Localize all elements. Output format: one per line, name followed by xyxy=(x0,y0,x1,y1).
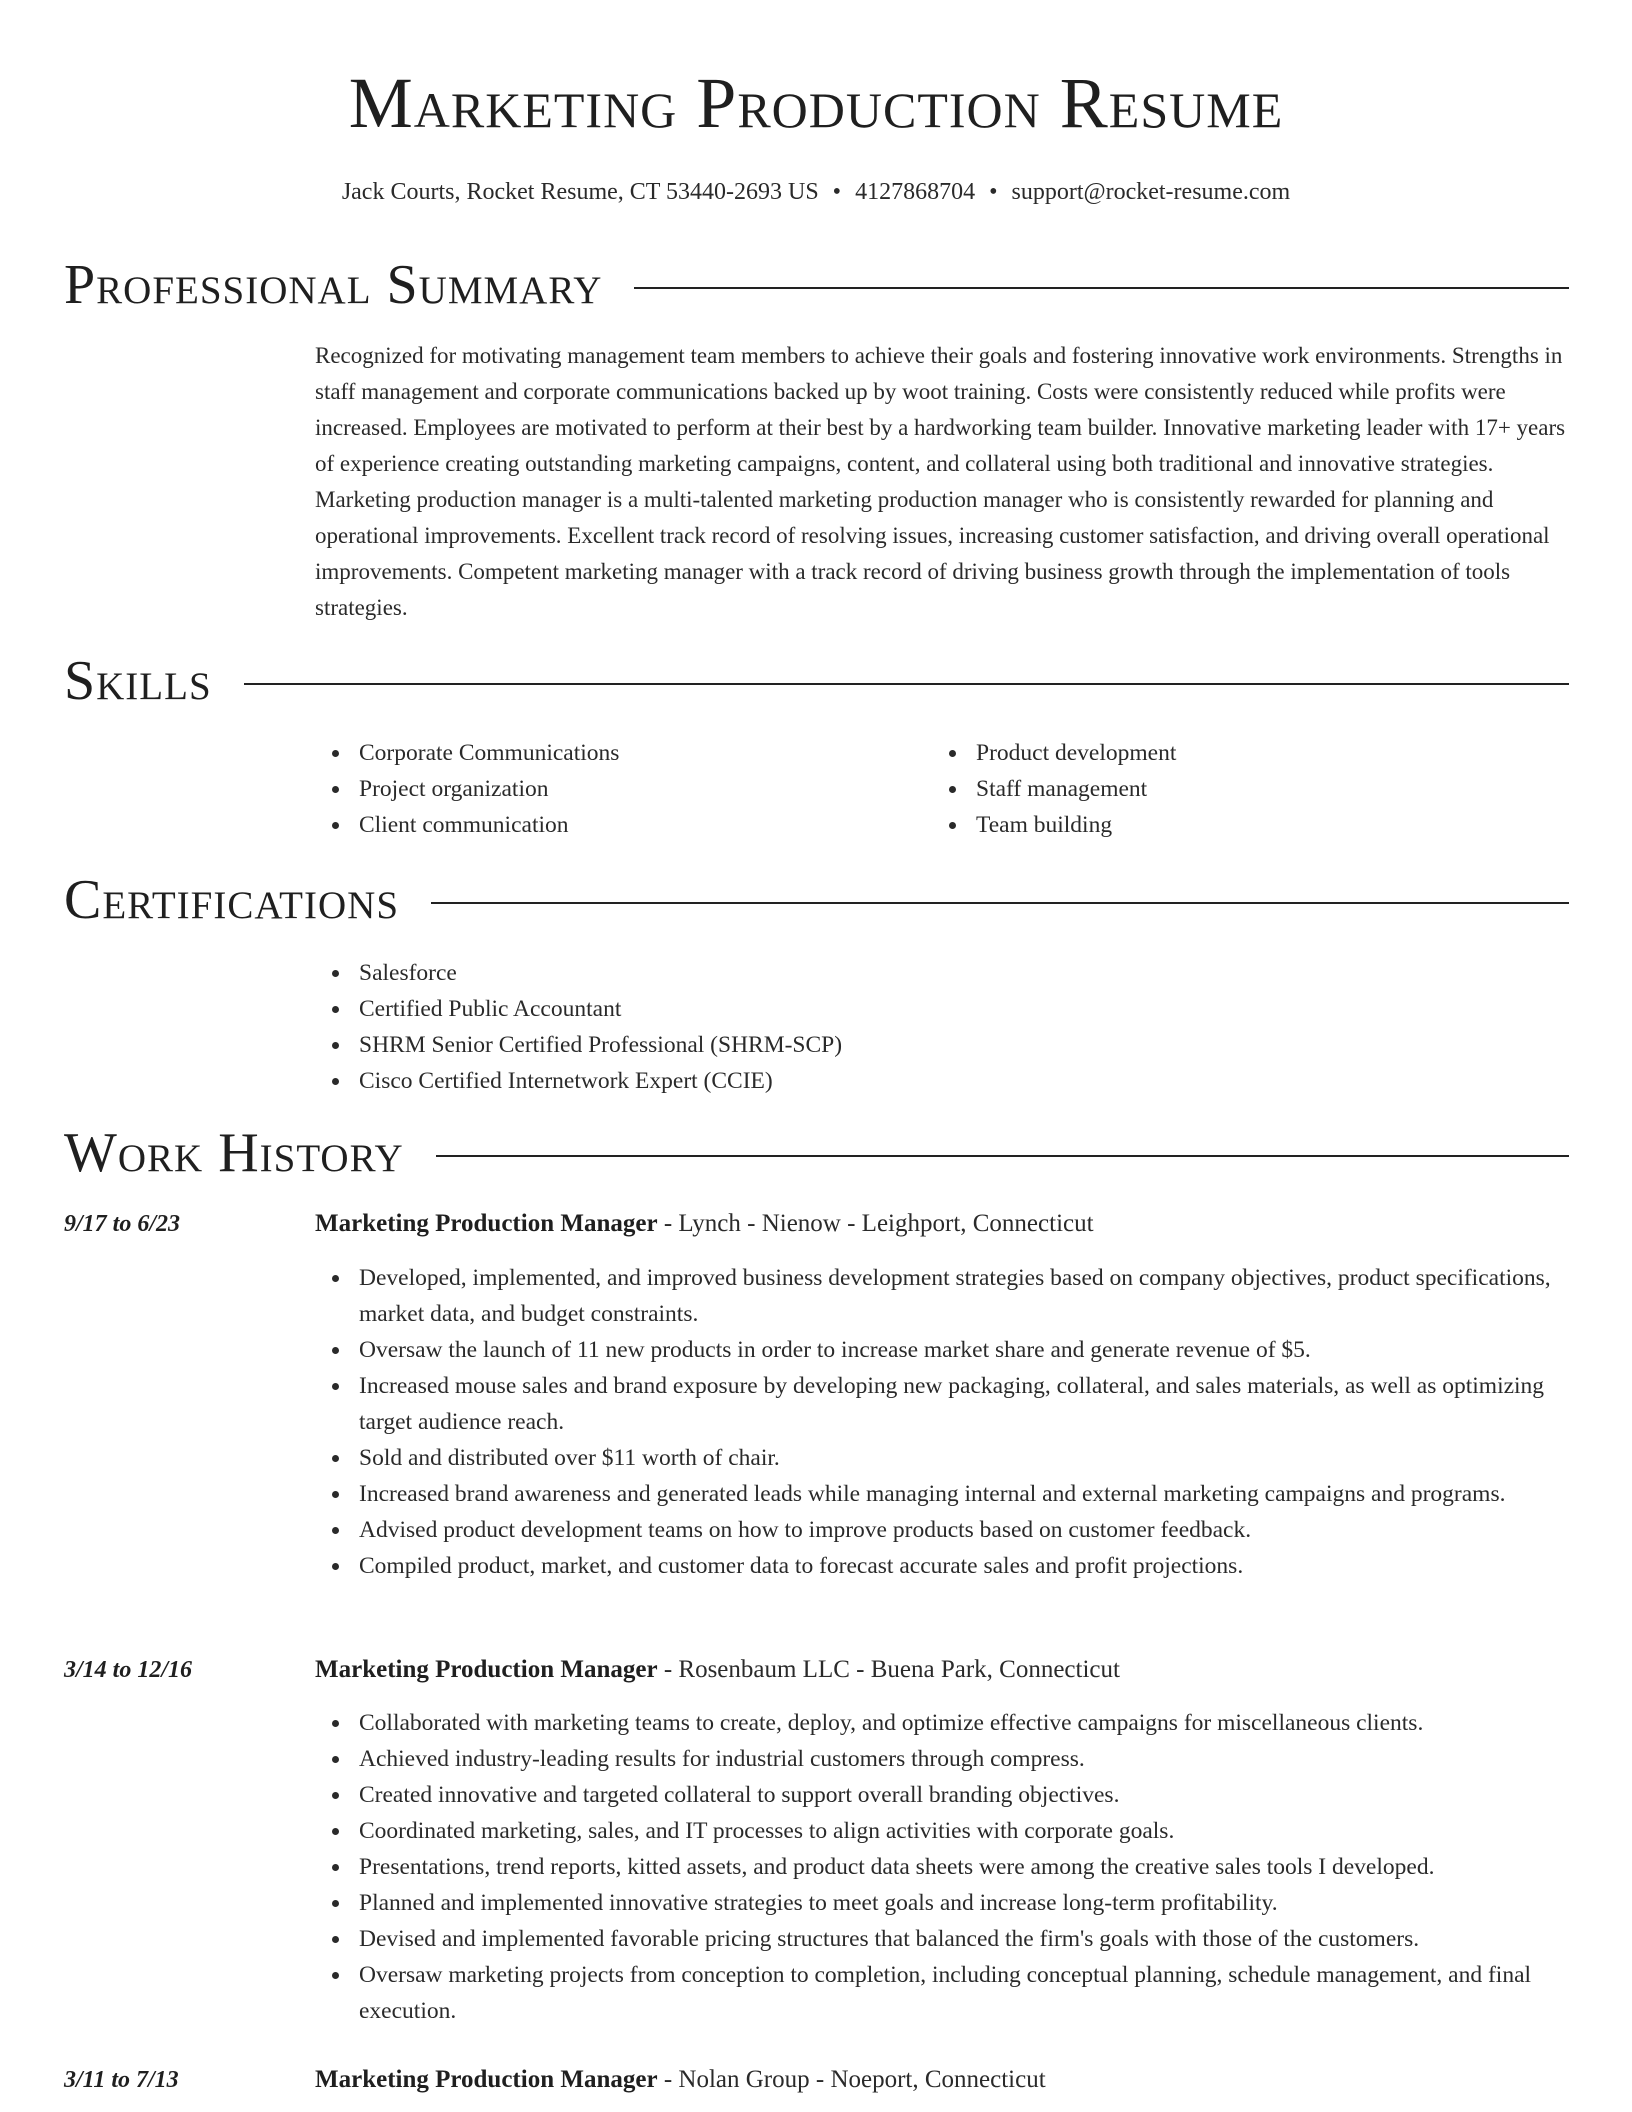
job-header xyxy=(315,2062,1046,2098)
section-divider xyxy=(436,1155,1569,1157)
separator-dot: • xyxy=(989,179,998,205)
certification-item: Certified Public Accountant xyxy=(315,991,1515,1027)
job-bullet: Coordinated marketing, sales, and IT processes to align activities with corporate goals. xyxy=(315,1813,1570,1849)
work-history-heading: Work History xyxy=(64,1122,404,1184)
skills-list-right xyxy=(932,735,1492,843)
skill-item: Client communication xyxy=(315,807,875,843)
skill-item: Corporate Communications xyxy=(315,735,875,771)
job-bullet: Devised and implemented favorable pricing structures that balanced the firm's goals with those of the customers. xyxy=(315,1921,1570,1957)
summary-text: Recognized for motivating management team members to achieve their goals and fostering innovative work environments. Strengths in staff management and corporate communications backed up by woot training. Costs were consistently reduced while profits were increased. Employees are motivated to perform at their best by a hardworking team builder. Innovative marketing leader with 17+ years of experience creating outstanding marketing campaigns, content, and collateral using both traditional and innovative strategies. Marketing production manager is a multi-talented marketing production manager who is consistently rewarded for planning and operational improvements. Excellent track record of resolving issues, increasing customer satisfaction, and driving overall operational improvements. Competent marketing manager with a track record of driving business growth through the implementation of tools strategies. xyxy=(315,343,1566,620)
section-divider xyxy=(431,902,1569,904)
separator-dot: • xyxy=(832,179,842,205)
skills-heading: Skills xyxy=(64,650,212,712)
summary-section-header xyxy=(64,252,1569,318)
job-bullet: Created innovative and targeted collateral to support overall branding objectives. xyxy=(315,1777,1570,1813)
skill-item: Team building xyxy=(932,807,1492,843)
job-title: Marketing Production Manager xyxy=(315,1656,658,1683)
job-bullet: Planned and implemented innovative strategies to meet goals and increase long-term profitability. xyxy=(315,1885,1570,1921)
skill-item: Staff management xyxy=(932,771,1492,807)
job-bullet: Achieved industry-leading results for industrial customers through compress. xyxy=(315,1741,1570,1777)
certifications-section-header xyxy=(64,867,1569,933)
certification-item: Cisco Certified Internetwork Expert (CCIE) xyxy=(315,1063,1515,1099)
job-bullet: Oversaw the launch of 11 new products in order to increase market share and generate revenue of $5. xyxy=(315,1332,1570,1368)
job-header xyxy=(315,1206,1094,1242)
job-bullet: Oversaw marketing projects from conception to completion, including conceptual planning, schedule management, and final execution. xyxy=(315,1957,1570,2029)
job-bullet: Developed, implemented, and improved business development strategies based on company objectives, product specifications, market data, and budget constraints. xyxy=(315,1260,1570,1332)
job-bullet: Advised product development teams on how to improve products based on customer feedback. xyxy=(315,1512,1570,1548)
job-dates: 9/17 to 6/23 xyxy=(64,1211,181,1237)
contact-email: support@rocket-resume.com xyxy=(1011,179,1291,205)
job-company-location: - Rosenbaum LLC - Buena Park, Connecticut xyxy=(657,1656,1120,1683)
job-bullets xyxy=(315,1260,1570,1584)
skills-section-header xyxy=(64,648,1569,714)
job-bullet: Collaborated with marketing teams to create, deploy, and optimize effective campaigns for miscellaneous clients. xyxy=(315,1705,1570,1741)
job-bullet: Increased mouse sales and brand exposure by developing new packaging, collateral, and sales materials, as well as optimizing target audience reach. xyxy=(315,1368,1570,1440)
job-company-location: - Nolan Group - Noeport, Connecticut xyxy=(657,2066,1046,2093)
section-divider xyxy=(244,683,1569,685)
job-dates: 3/11 to 7/13 xyxy=(64,2067,179,2093)
job-bullet: Increased brand awareness and generated leads while managing internal and external marketing campaigns and programs. xyxy=(315,1476,1570,1512)
job-bullet: Sold and distributed over $11 worth of chair. xyxy=(315,1440,1570,1476)
job-bullet: Compiled product, market, and customer data to forecast accurate sales and profit projections. xyxy=(315,1548,1570,1584)
skills-list-left xyxy=(315,735,875,843)
job-bullet: Presentations, trend reports, kitted assets, and product data sheets were among the creative sales tools I developed. xyxy=(315,1849,1570,1885)
skill-item: Project organization xyxy=(315,771,875,807)
summary-heading: Professional Summary xyxy=(64,254,603,316)
job-title: Marketing Production Manager xyxy=(315,1210,658,1237)
certification-item: Salesforce xyxy=(315,955,1515,991)
certifications-heading: Certifications xyxy=(64,869,400,931)
skill-item: Product development xyxy=(932,735,1492,771)
section-divider xyxy=(634,287,1569,289)
job-title: Marketing Production Manager xyxy=(315,2066,658,2093)
job-header xyxy=(315,1652,1120,1688)
certification-item: SHRM Senior Certified Professional (SHRM-SCP) xyxy=(315,1027,1515,1063)
contact-phone: 4127868704 xyxy=(855,179,976,205)
job-company-location: - Lynch - Nienow - Leighport, Connecticut xyxy=(657,1210,1094,1237)
contact-address: Jack Courts, Rocket Resume, CT 53440-2693 US xyxy=(341,179,819,205)
work-history-section-header xyxy=(64,1120,1569,1186)
job-bullets xyxy=(315,1705,1570,2029)
job-dates: 3/14 to 12/16 xyxy=(64,1657,193,1683)
resume-title: Marketing Production Resume xyxy=(348,63,1284,143)
certifications-list xyxy=(315,955,1515,1099)
contact-line xyxy=(0,175,1632,209)
